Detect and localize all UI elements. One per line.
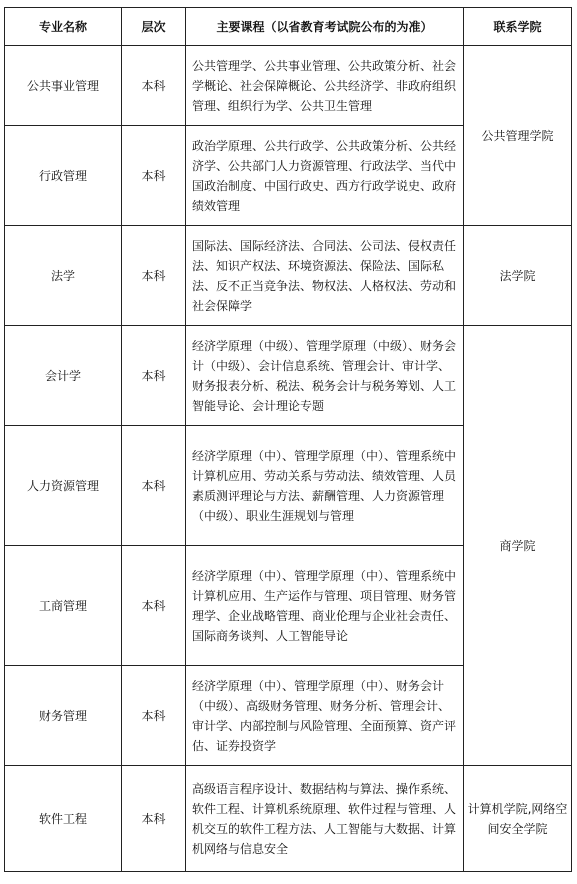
- college-cell: 商学院: [464, 326, 572, 766]
- table-row: [5, 226, 572, 326]
- college-cell: 法学院: [464, 226, 572, 326]
- major-name: 公共事业管理: [5, 46, 122, 126]
- table-row: [5, 766, 572, 872]
- header-major-name: 专业名称: [5, 8, 122, 46]
- header-level: 层次: [122, 8, 186, 46]
- major-level: 本科: [122, 326, 186, 426]
- header-courses: 主要课程（以省教育考试院公布的为准）: [186, 8, 464, 46]
- college-cell: 公共管理学院: [464, 46, 572, 226]
- major-courses: 经济学原理（中）、管理学原理（中）、管理系统中计算机应用、劳动关系与劳动法、绩效管理、人员素质测评理论与方法、薪酬管理、人力资源管理（中级）、职业生涯规划与管理: [192, 448, 457, 523]
- table-row: [5, 46, 572, 126]
- major-level: 本科: [122, 126, 186, 226]
- major-level: 本科: [122, 666, 186, 766]
- major-courses: 经济学原理（中）、管理学原理（中）、财务会计（中级）、高级财务管理、财务分析、管理会计、审计学、内部控制与风险管理、全面预算、资产评估、证券投资学: [192, 678, 457, 753]
- major-courses: 经济学原理（中）、管理学原理（中）、管理系统中计算机应用、生产运作与管理、项目管理、财务管理学、企业战略管理、商业伦理与企业社会责任、国际商务谈判、人工智能导论: [192, 568, 457, 643]
- major-level: 本科: [122, 426, 186, 546]
- major-courses: 公共管理学、公共事业管理、公共政策分析、社会学概论、社会保障概论、公共经济学、非政府组织管理、组织行为学、公共卫生管理: [192, 58, 457, 113]
- table-row: [5, 326, 572, 426]
- major-name: 财务管理: [5, 666, 122, 766]
- major-level: 本科: [122, 766, 186, 872]
- major-name: 工商管理: [5, 546, 122, 666]
- major-name: 法学: [5, 226, 122, 326]
- major-name: 行政管理: [5, 126, 122, 226]
- major-name: 人力资源管理: [5, 426, 122, 546]
- major-courses: 政治学原理、公共行政学、公共政策分析、公共经济学、公共部门人力资源管理、行政法学、当代中国政治制度、中国行政史、西方行政学说史、政府绩效管理: [192, 138, 457, 213]
- major-name: 会计学: [5, 326, 122, 426]
- majors-table: [4, 7, 572, 872]
- major-courses: 经济学原理（中级）、管理学原理（中级）、财务会计（中级）、会计信息系统、管理会计、审计学、财务报表分析、税法、税务会计与税务筹划、人工智能导论、会计理论专题: [192, 338, 457, 413]
- major-level: 本科: [122, 226, 186, 326]
- major-courses: 高级语言程序设计、数据结构与算法、操作系统、软件工程、计算机系统原理、软件过程与管理、人机交互的软件工程方法、人工智能与大数据、计算机网络与信息安全: [192, 781, 457, 856]
- major-courses: 国际法、国际经济法、合同法、公司法、侵权责任法、知识产权法、环境资源法、保险法、国际私法、反不正当竞争法、物权法、人格权法、劳动和社会保障学: [192, 238, 457, 313]
- college-cell: 计算机学院,网络空间安全学院: [464, 766, 572, 872]
- major-level: 本科: [122, 46, 186, 126]
- header-college: 联系学院: [464, 8, 572, 46]
- table-header-row: [5, 8, 572, 46]
- major-level: 本科: [122, 546, 186, 666]
- major-name: 软件工程: [5, 766, 122, 872]
